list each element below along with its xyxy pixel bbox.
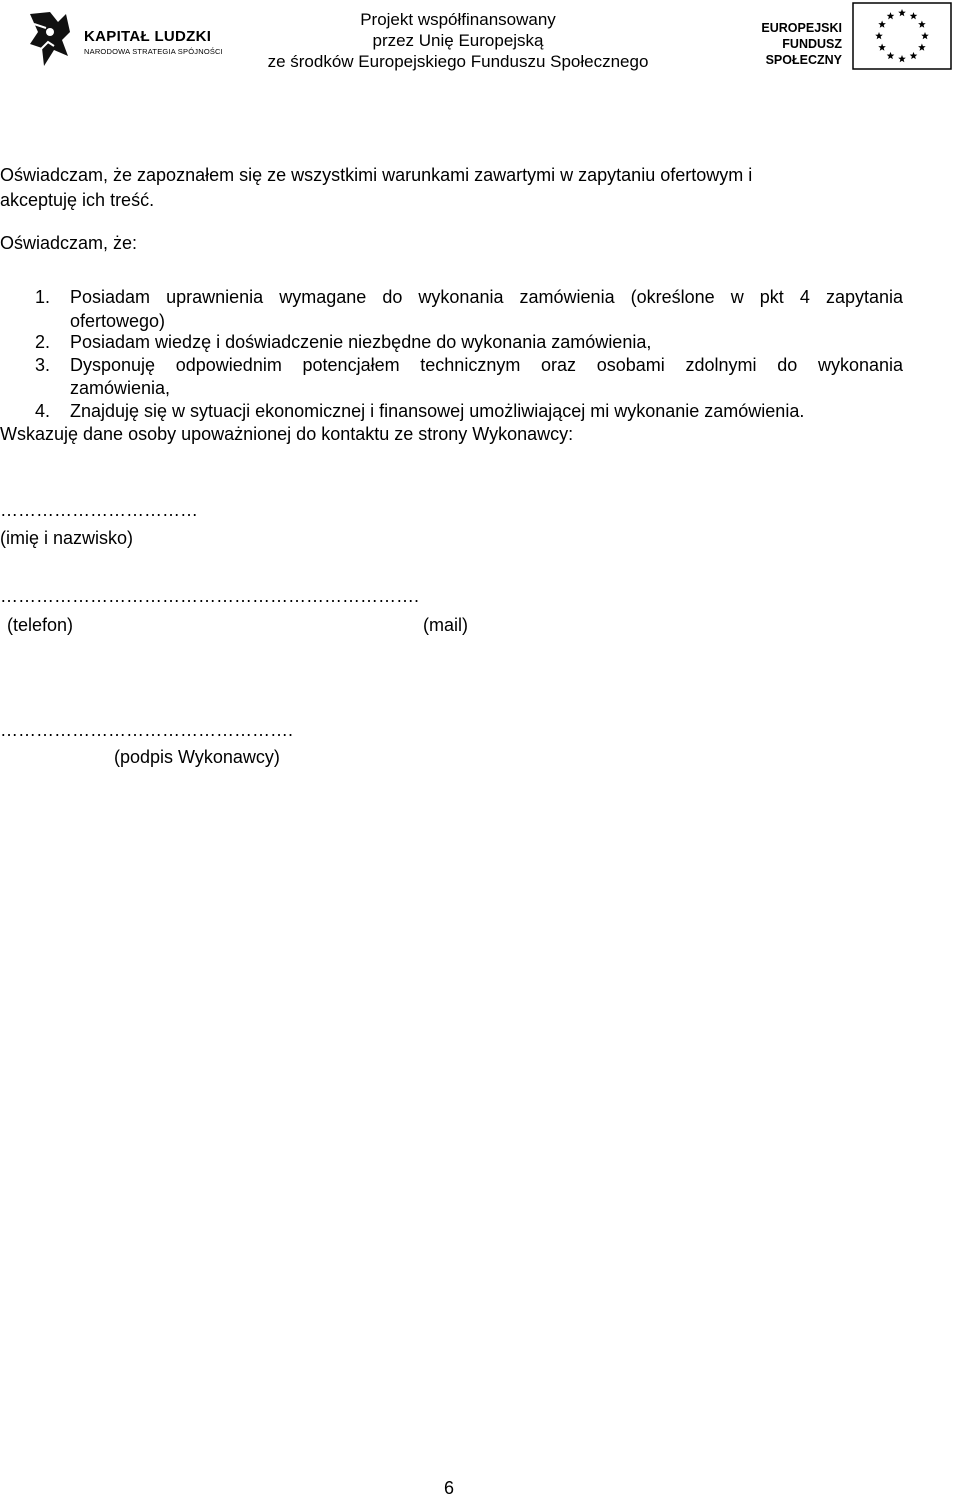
declaration-line-2: akceptuję ich treść. <box>0 190 155 210</box>
item-2-number: 2. <box>34 332 50 352</box>
declaration-line-1: Oświadczam, że zapoznałem się ze wszystkimi warunkami zawartymi w zapytaniu ofertowym i <box>0 165 753 185</box>
phone-field-label: (telefon) <box>7 615 74 635</box>
cofinancing-line-3: ze środków Europejskiego Funduszu Społecznego <box>267 52 649 71</box>
name-field-label: (imię i nazwisko) <box>0 528 134 548</box>
item-2-line-1: Posiadam wiedzę i doświadczenie niezbędne do wykonania zamówienia, <box>70 332 652 352</box>
mail-field-label: (mail) <box>423 615 468 635</box>
item-4-line-1: Znajduję się w sytuacji ekonomicznej i finansowej umożliwiającej mi wykonanie zamówienia. <box>70 401 805 421</box>
cofinancing-line-2: przez Unię Europejską <box>372 31 544 50</box>
item-3-number: 3. <box>34 355 50 375</box>
signature-field-dots: …………………………………………. <box>0 720 294 740</box>
declaration-intro: Oświadczam, że: <box>0 233 138 253</box>
efs-line-1: EUROPEJSKI <box>761 21 842 35</box>
phone-mail-field-dots: ……………………………………………………………. <box>0 586 420 606</box>
name-field-dots: …………………………… <box>0 500 198 520</box>
contact-person-line: Wskazuję dane osoby upoważnionej do kontaktu ze strony Wykonawcy: <box>0 424 574 444</box>
cofinancing-line-1: Projekt współfinansowany <box>360 10 556 29</box>
kapital-ludzki-emblem-icon <box>28 10 72 68</box>
kapital-ludzki-name: KAPITAŁ LUDZKI <box>84 28 212 45</box>
item-1-number: 1. <box>34 287 50 307</box>
eu-flag-icon <box>852 2 952 70</box>
efs-logo-text <box>706 20 842 68</box>
efs-line-2: FUNDUSZ SPOŁECZNY <box>765 37 842 67</box>
signature-field-label: (podpis Wykonawcy) <box>114 747 280 767</box>
item-1-line-2: ofertowego) <box>70 311 166 331</box>
page-number: 6 <box>444 1478 455 1498</box>
cofinancing-note <box>258 9 658 72</box>
item-1-line-1: Posiadam uprawnienia wymagane do wykonania zamówienia (określone w pkt 4 zapytania <box>70 287 903 307</box>
item-3-line-2: zamówienia, <box>70 378 171 398</box>
item-3-line-1: Dysponuję odpowiednim potencjałem technicznym oraz osobami zdolnymi do wykonania <box>70 355 903 375</box>
kapital-ludzki-logo <box>28 10 228 70</box>
kapital-ludzki-subtitle: NARODOWA STRATEGIA SPÓJNOŚCI <box>84 47 223 56</box>
item-4-number: 4. <box>34 401 50 421</box>
